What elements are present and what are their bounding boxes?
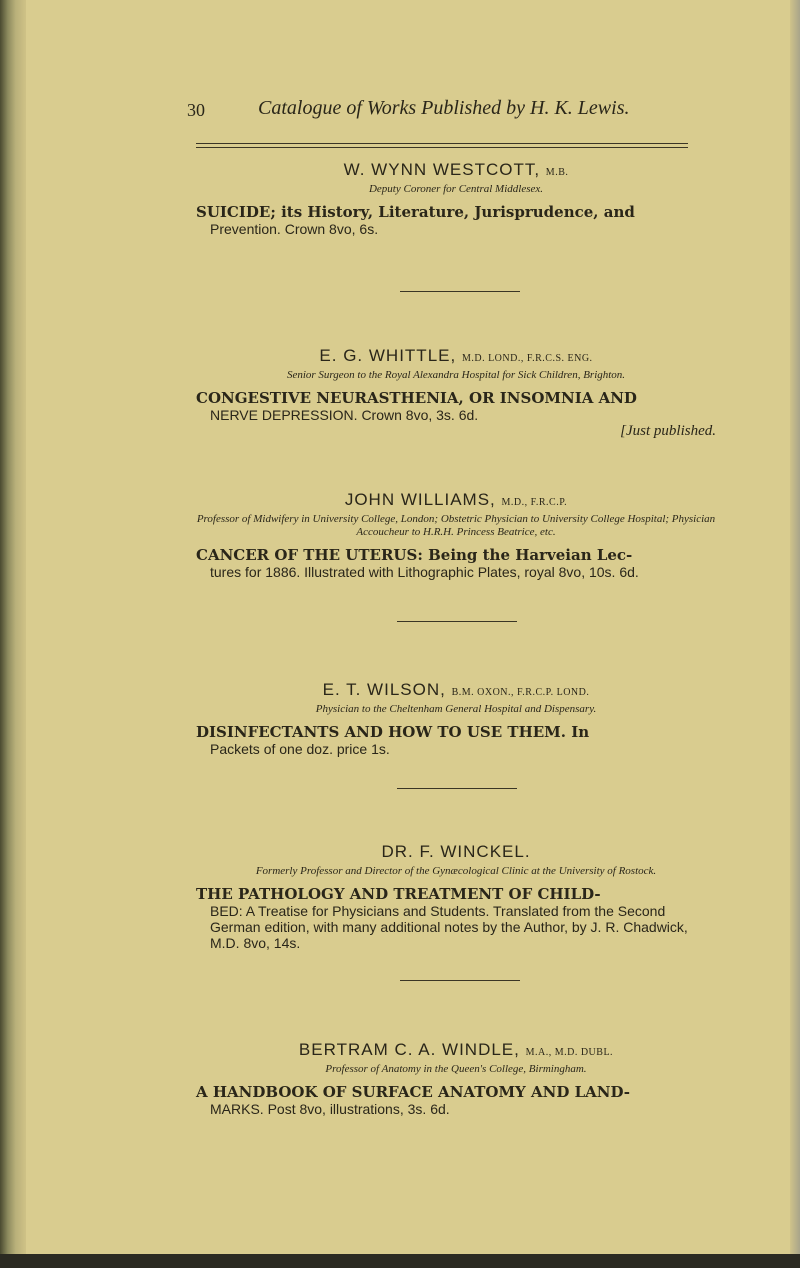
author-degrees: M.B. [545,167,569,178]
author-line [196,1040,716,1060]
title-rest: its History, Literature, Jurisprudence, and [275,203,635,221]
title-main: DISINFECTANTS AND HOW TO USE THEM. [196,723,567,741]
page-edge [790,0,800,1268]
author-name: BERTRAM C. A. WINDLE, [298,1040,520,1059]
book-title: THE PATHOLOGY AND TREATMENT OF CHILD- [196,885,601,903]
author-affiliation: Professor of Midwifery in University College, London; Obstetric Physician to University College Hospital; Physician Accoucheur to H.R.H. Princess Beatrice, etc. [196,513,716,538]
author-name: E. G. WHITTLE, [319,346,457,365]
book-description: tures for 1886. Illustrated with Lithographic Plates, royal 8vo, 10s. 6d. [210,564,639,580]
author-line [196,490,716,510]
author-degrees: B.M. OXON., F.R.C.P. LOND. [451,687,590,698]
author-line [196,160,716,180]
separator [400,291,520,292]
book-description: MARKS. Post 8vo, illustrations, 3s. 6d. [210,1101,450,1117]
author-name: DR. F. WINCKEL. [381,842,531,861]
author-name: W. WYNN WESTCOTT, [343,160,541,179]
title-main: SUICIDE; [196,203,276,221]
separator [397,788,517,789]
author-affiliation: Physician to the Cheltenham General Hospital and Dispensary. [315,703,597,715]
book-title [196,204,716,221]
author-degrees: M.D., F.R.C.P. [501,497,568,508]
book-title [196,547,716,564]
book-title: A HANDBOOK OF SURFACE ANATOMY AND LAND- [196,1083,630,1101]
author-name: JOHN WILLIAMS, [344,490,496,509]
author-affiliation: Senior Surgeon to the Royal Alexandra Hospital for Sick Children, Brighton. [286,369,626,381]
title-rest: Being the Harveian Lec- [422,546,633,564]
catalogue-entry [196,490,716,580]
book-title [196,724,716,741]
book-description: Packets of one doz. price 1s. [210,741,390,757]
catalogue-entry [196,680,716,757]
author-name: E. T. WILSON, [322,680,446,699]
scan-border [0,1254,800,1268]
author-affiliation: Deputy Coroner for Central Middlesex. [368,183,544,195]
separator [397,621,517,622]
separator [400,980,520,981]
catalogue-entry [196,1040,716,1117]
book-title: CONGESTIVE NEURASTHENIA, OR INSOMNIA AND [196,389,637,407]
author-degrees: M.D. LOND., F.R.C.S. ENG. [461,353,593,364]
author-affiliation: Professor of Anatomy in the Queen's College, Birmingham. [325,1063,587,1075]
header-rule [196,143,688,148]
book-description: Prevention. Crown 8vo, 6s. [210,221,379,237]
title-main: CANCER OF THE UTERUS: [196,546,423,564]
author-degrees: M.A., M.D. DUBL. [525,1047,614,1058]
running-title: Catalogue of Works Published by H. K. Lewis. [258,97,630,119]
book-description: NERVE DEPRESSION. Crown 8vo, 3s. 6d. [210,407,479,423]
author-affiliation: Formerly Professor and Director of the Gynæcological Clinic at the University of Rostock. [255,865,657,877]
catalogue-entry [196,346,716,440]
book-binding [0,0,26,1268]
author-line [196,680,716,700]
book-description: BED: A Treatise for Physicians and Students. Translated from the Second German edition, with many additional notes by the Author, by J. R. Chadwick, M.D. 8vo, 14s. [210,903,688,951]
author-line [196,346,716,366]
author-line [196,842,716,862]
publication-note: [Just published. [620,423,716,439]
catalogue-entry [196,842,716,951]
catalogue-entry [196,160,716,237]
page-number: 30 [187,100,205,120]
title-rest: In [566,723,590,741]
